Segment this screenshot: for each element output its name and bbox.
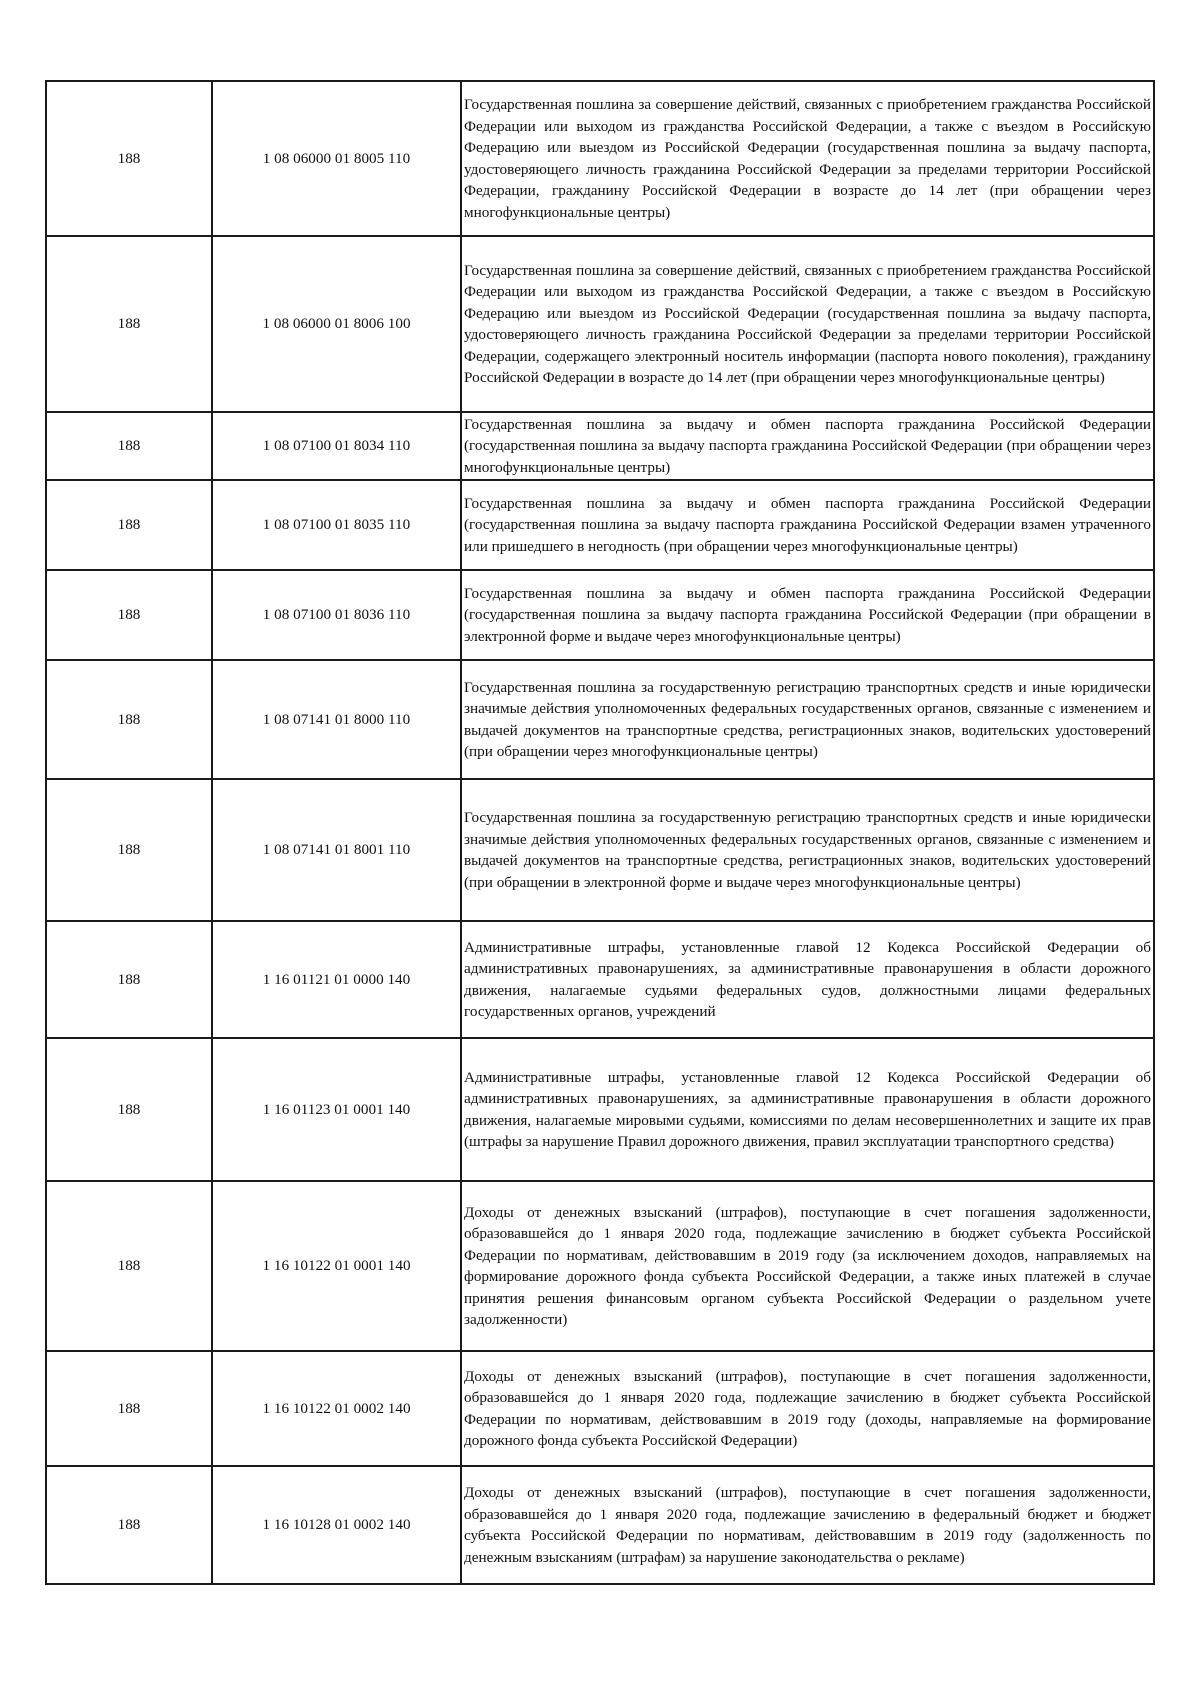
income-name-cell: Государственная пошлина за выдачу и обмен паспорта гражданина Российской Федерации (государственная пошлина за выдачу паспорта гражданина Российской Федерации (при обращении в электронной форме и выдаче через многофункциональные центры) bbox=[461, 570, 1154, 660]
admin-code-cell: 188 bbox=[46, 1181, 212, 1351]
income-name-cell: Административные штрафы, установленные главой 12 Кодекса Российской Федерации об административных правонарушениях, за административные правонарушения в области дорожного движения, налагаемые мировыми судьями, комиссиями по делам несовершеннолетних и защите их прав (штрафы за нарушение Правил дорожного движения, правил эксплуатации транспортного средства) bbox=[461, 1038, 1154, 1181]
income-name-cell: Государственная пошлина за государственную регистрацию транспортных средств и иные юридически значимые действия уполномоченных федеральных государственных органов, связанные с изменением и выдачей документов на транспортные средства, регистрационных знаков, водительских удостоверений (при обращении в электронной форме и выдаче через многофункциональные центры) bbox=[461, 779, 1154, 921]
revenue-codes-table bbox=[45, 80, 1155, 1585]
income-name-cell: Государственная пошлина за выдачу и обмен паспорта гражданина Российской Федерации (государственная пошлина за выдачу паспорта гражданина Российской Федерации (при обращении через многофункциональные центры) bbox=[461, 412, 1154, 480]
admin-code-cell: 188 bbox=[46, 660, 212, 779]
income-name-cell: Государственная пошлина за выдачу и обмен паспорта гражданина Российской Федерации (государственная пошлина за выдачу паспорта гражданина Российской Федерации взамен утраченного или пришедшего в негодность (при обращении через многофункциональные центры) bbox=[461, 480, 1154, 570]
table-row bbox=[46, 1181, 1154, 1351]
kbk-code-cell: 1 08 07100 01 8034 110 bbox=[212, 412, 461, 480]
admin-code-cell: 188 bbox=[46, 1466, 212, 1584]
kbk-code-cell: 1 16 10128 01 0002 140 bbox=[212, 1466, 461, 1584]
table-row bbox=[46, 921, 1154, 1038]
table-row bbox=[46, 236, 1154, 412]
table-row bbox=[46, 480, 1154, 570]
table-row bbox=[46, 779, 1154, 921]
admin-code-cell: 188 bbox=[46, 570, 212, 660]
admin-code-cell: 188 bbox=[46, 1038, 212, 1181]
table-row bbox=[46, 1038, 1154, 1181]
table-row bbox=[46, 570, 1154, 660]
income-name-cell: Доходы от денежных взысканий (штрафов), поступающие в счет погашения задолженности, образовавшейся до 1 января 2020 года, подлежащие зачислению в бюджет субъекта Российской Федерации по нормативам, действовавшим в 2019 году (за исключением доходов, направляемых на формирование дорожного фонда субъекта Российской Федерации, а также иных платежей в случае принятия решения финансовым органом субъекта Российской Федерации о раздельном учете задолженности) bbox=[461, 1181, 1154, 1351]
table-row bbox=[46, 412, 1154, 480]
kbk-code-cell: 1 16 01123 01 0001 140 bbox=[212, 1038, 461, 1181]
income-name-cell: Административные штрафы, установленные главой 12 Кодекса Российской Федерации об административных правонарушениях, за административные правонарушения в области дорожного движения, налагаемые судьями федеральных судов, должностными лицами федеральных государственных органов, учреждений bbox=[461, 921, 1154, 1038]
table-row bbox=[46, 1466, 1154, 1584]
kbk-code-cell: 1 16 10122 01 0001 140 bbox=[212, 1181, 461, 1351]
admin-code-cell: 188 bbox=[46, 81, 212, 236]
kbk-code-cell: 1 08 07141 01 8001 110 bbox=[212, 779, 461, 921]
admin-code-cell: 188 bbox=[46, 480, 212, 570]
kbk-code-cell: 1 16 10122 01 0002 140 bbox=[212, 1351, 461, 1466]
document-page bbox=[45, 80, 1155, 1585]
table-row bbox=[46, 81, 1154, 236]
kbk-code-cell: 1 08 06000 01 8006 100 bbox=[212, 236, 461, 412]
admin-code-cell: 188 bbox=[46, 921, 212, 1038]
income-name-cell: Государственная пошлина за совершение действий, связанных с приобретением гражданства Российской Федерации или выходом из гражданства Российской Федерации, а также с въездом в Российскую Федерацию или выездом из Российской Федерации (государственная пошлина за выдачу паспорта, удостоверяющего личность гражданина Российской Федерации за пределами территории Российской Федерации, гражданину Российской Федерации в возрасте до 14 лет (при обращении через многофункциональные центры) bbox=[461, 81, 1154, 236]
kbk-code-cell: 1 08 06000 01 8005 110 bbox=[212, 81, 461, 236]
income-name-cell: Доходы от денежных взысканий (штрафов), поступающие в счет погашения задолженности, образовавшейся до 1 января 2020 года, подлежащие зачислению в бюджет субъекта Российской Федерации по нормативам, действовавшим в 2019 году (доходы, направляемые на формирование дорожного фонда субъекта Российской Федерации) bbox=[461, 1351, 1154, 1466]
admin-code-cell: 188 bbox=[46, 1351, 212, 1466]
table-row bbox=[46, 660, 1154, 779]
income-name-cell: Государственная пошлина за совершение действий, связанных с приобретением гражданства Российской Федерации или выходом из гражданства Российской Федерации, а также с въездом в Российскую Федерацию или выездом из Российской Федерации (государственная пошлина за выдачу паспорта, удостоверяющего личность гражданина Российской Федерации за пределами территории Российской Федерации, содержащего электронный носитель информации (паспорта нового поколения), гражданину Российской Федерации в возрасте до 14 лет (при обращении через многофункциональные центры) bbox=[461, 236, 1154, 412]
admin-code-cell: 188 bbox=[46, 779, 212, 921]
admin-code-cell: 188 bbox=[46, 236, 212, 412]
admin-code-cell: 188 bbox=[46, 412, 212, 480]
kbk-code-cell: 1 08 07141 01 8000 110 bbox=[212, 660, 461, 779]
kbk-code-cell: 1 16 01121 01 0000 140 bbox=[212, 921, 461, 1038]
income-name-cell: Доходы от денежных взысканий (штрафов), поступающие в счет погашения задолженности, образовавшейся до 1 января 2020 года, подлежащие зачислению в федеральный бюджет и бюджет субъекта Российской Федерации по нормативам, действовавшим в 2019 году (задолженность по денежным взысканиям (штрафам) за нарушение законодательства о рекламе) bbox=[461, 1466, 1154, 1584]
kbk-code-cell: 1 08 07100 01 8035 110 bbox=[212, 480, 461, 570]
table-row bbox=[46, 1351, 1154, 1466]
kbk-code-cell: 1 08 07100 01 8036 110 bbox=[212, 570, 461, 660]
income-name-cell: Государственная пошлина за государственную регистрацию транспортных средств и иные юридически значимые действия уполномоченных федеральных государственных органов, связанные с изменением и выдачей документов на транспортные средства, регистрационных знаков, водительских удостоверений (при обращении через многофункциональные центры) bbox=[461, 660, 1154, 779]
